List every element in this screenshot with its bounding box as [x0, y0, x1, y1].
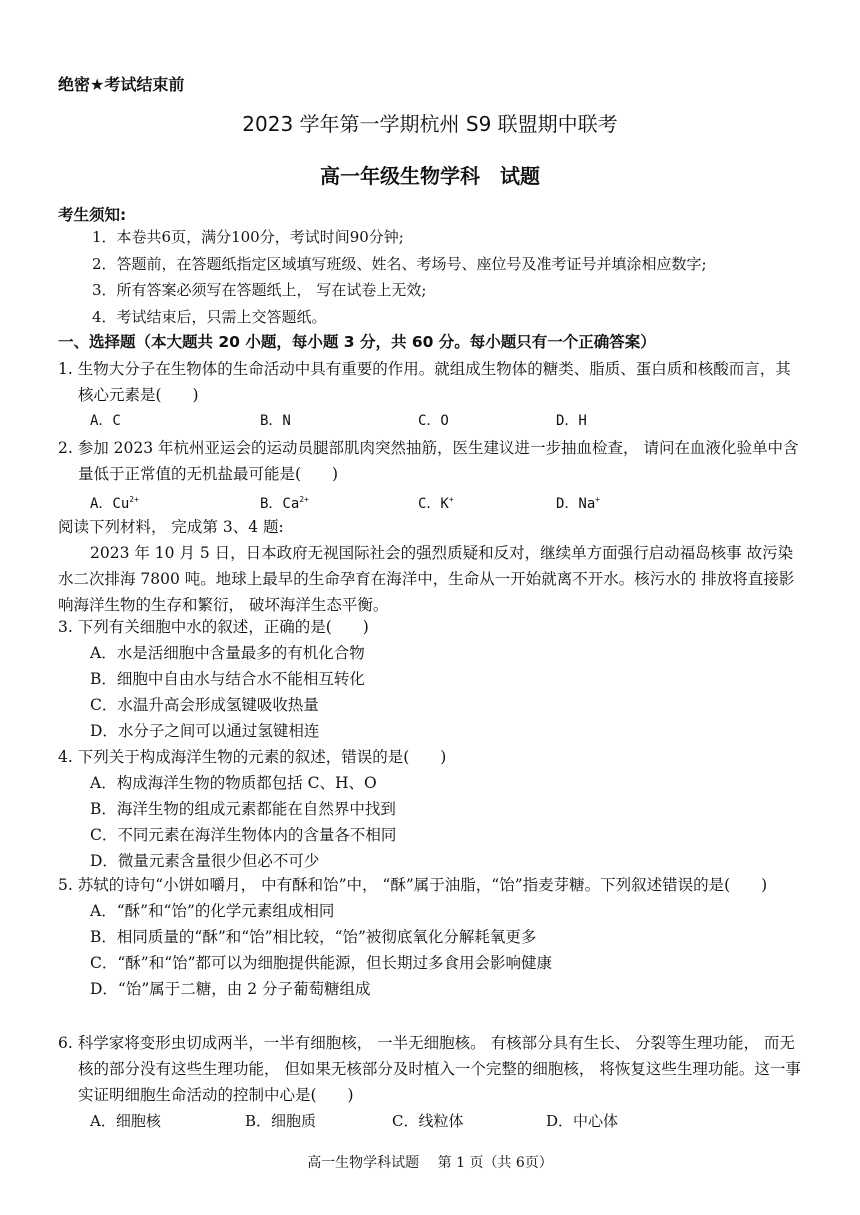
option-c: C．O: [418, 413, 449, 429]
option-c: C．K+: [418, 495, 454, 512]
confidential-mark: 绝密★考试结束前: [58, 75, 185, 94]
option-d: D．Na+: [556, 495, 601, 512]
option-c: C．水温升高会形成氢键吸收热量: [90, 696, 319, 714]
question-5: [58, 872, 803, 1002]
options-row: [90, 408, 803, 434]
option-a: A．“酥”和“饴”的化学元素组成相同: [90, 902, 335, 920]
question-stem: 3. 下列有关细胞中水的叙述，正确的是( ): [58, 618, 369, 636]
option-d: D．“饴”属于二糖，由 2 分子葡萄糖组成: [90, 980, 371, 998]
option-b: B．相同质量的“酥”和“饴”相比较，“饴”被彻底氧化分解耗氧更多: [90, 928, 537, 946]
exam-subtitle: 高一年级生物学科 试题: [320, 164, 540, 188]
notice-heading: 考生须知:: [58, 206, 127, 224]
question-stem: 6. 科学家将变形虫切成两半，一半有细胞核， 一半无细胞核。 有核部分具有生长、 分裂等生理功能， 而无核的部分没有这些生理功能， 但如果无核部分及时植入一个完整的细胞核， 将恢复这些生理功能。这一事实证明细胞生命活动的控制中心是( ): [58, 1034, 801, 1104]
reading-material: 2023 年 10 月 5 日，日本政府无视国际社会的强烈质疑和反对，继续单方面强行启动福岛核事 故污染水二次排海 7800 吨。地球上最早的生命孕育在海洋中，生命从一开始就离不开水。核污水的 排放将直接影响海洋生物的生存和繁衍， 破坏海洋生态平衡。: [58, 544, 795, 614]
question-2: [58, 435, 803, 513]
option-a: A．构成海洋生物的物质都包括 C、H、O: [90, 774, 377, 792]
option-a: A．$Cu^{2+}$: [90, 495, 139, 512]
option-a: A．细胞核: [90, 1112, 161, 1130]
section-heading: 一、选择题（本大题共 20 小题，每小题 3 分，共 60 分。每小题只有一个正确答案）: [58, 333, 656, 351]
question-stem: 4. 下列关于构成海洋生物的元素的叙述，错误的是( ): [58, 748, 447, 766]
option-a: A．C: [90, 413, 121, 429]
option-a: A．水是活细胞中含量最多的有机化合物: [90, 644, 365, 662]
question-stem: 1. 生物大分子在生物体的生命活动中具有重要的作用。就组成生物体的糖类、脂质、蛋白质和核酸而言，其核心元素是( ): [58, 360, 791, 404]
option-d: D．中心体: [546, 1112, 619, 1130]
question-1: [58, 356, 803, 434]
notice-list: [92, 224, 707, 330]
option-b: B．N: [260, 413, 291, 429]
option-c: C．线粒体: [392, 1112, 464, 1130]
option-d: D．H: [556, 413, 587, 429]
option-b: B．细胞质: [245, 1112, 317, 1130]
question-6: [58, 1030, 803, 1134]
notice-item: 4．考试结束后，只需上交答题纸。: [92, 307, 327, 326]
page-footer: 高一生物学科试题 第 1 页（共 6页）: [307, 1155, 553, 1171]
options-row: [90, 487, 803, 513]
material-intro: 阅读下列材料， 完成第 3、4 题:: [58, 518, 284, 536]
question-stem: 5. 苏轼的诗句“小饼如嚼月， 中有酥和饴”中， “酥”属于油脂，“饴”指麦芽糖。下列叙述错误的是( ): [58, 876, 768, 894]
question-4: [58, 744, 803, 874]
option-b: B．$Ca^{2+}$: [260, 495, 309, 512]
option-c: C．“酥”和“饴”都可以为细胞提供能源，但长期过多食用会影响健康: [90, 954, 553, 972]
exam-title: 2023 学年第一学期杭州 S9 联盟期中联考: [242, 112, 618, 136]
option-d: D．微量元素含量很少但必不可少: [90, 852, 320, 870]
notice-item: 1．本卷共6页，满分100分，考试时间90分钟;: [92, 228, 404, 246]
option-b: B．海洋生物的组成元素都能在自然界中找到: [90, 800, 396, 818]
option-d: D．水分子之间可以通过氢键相连: [90, 722, 320, 740]
question-stem: 2. 参加 2023 年杭州亚运会的运动员腿部肌肉突然抽筋，医生建议进一步抽血检查， 请问在血液化验单中含量低于正常值的无机盐最可能是( ): [58, 439, 799, 483]
notice-item: 3．所有答案必须写在答题纸上， 写在试卷上无效;: [92, 281, 427, 299]
question-3: [58, 614, 803, 744]
notice-item: 2．答题前，在答题纸指定区域填写班级、姓名、考场号、座位号及准考证号并填涂相应数字;: [92, 254, 707, 273]
options-row: [90, 1108, 803, 1134]
option-c: C．不同元素在海洋生物体内的含量各不相同: [90, 826, 397, 844]
option-b: B．细胞中自由水与结合水不能相互转化: [90, 670, 365, 688]
